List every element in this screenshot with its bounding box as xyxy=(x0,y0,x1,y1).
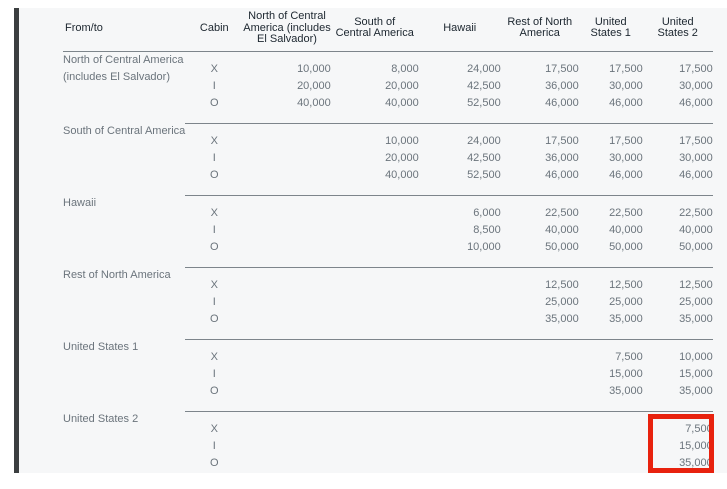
value-cell xyxy=(243,123,330,150)
column-header: From/to xyxy=(63,8,185,51)
value-cell: 35,000 xyxy=(643,383,713,412)
value-cell xyxy=(243,294,330,311)
value-cell xyxy=(579,411,643,438)
value-cell xyxy=(331,195,419,222)
value-cell: 17,500 xyxy=(609,62,643,75)
value-cell: 30,000 xyxy=(609,79,643,92)
value-cell: 46,000 xyxy=(501,167,579,196)
value-cell xyxy=(419,311,501,340)
cabin-cell: X xyxy=(210,134,218,147)
value-cell xyxy=(331,411,419,438)
cabin-cell: I xyxy=(212,223,216,236)
value-cell: 12,500 xyxy=(609,278,643,291)
value-cell: 10,000 xyxy=(385,134,419,147)
value-cell: 46,000 xyxy=(643,95,713,124)
row-group-label: United States 2 xyxy=(63,413,139,425)
value-cell xyxy=(331,311,419,340)
value-cell xyxy=(243,267,330,294)
value-cell xyxy=(243,167,330,196)
value-cell: 17,500 xyxy=(609,134,643,147)
left-accent-bar xyxy=(14,8,19,473)
value-cell: 40,000 xyxy=(609,223,643,236)
value-cell: 22,500 xyxy=(609,206,643,219)
table-row xyxy=(63,123,713,150)
value-cell: 15,000 xyxy=(609,367,643,380)
cabin-cell: I xyxy=(212,367,216,380)
cabin-cell: I xyxy=(212,151,216,164)
value-cell: 17,500 xyxy=(679,62,713,75)
value-cell: 40,000 xyxy=(331,167,419,196)
value-cell xyxy=(501,383,579,412)
value-cell xyxy=(331,383,419,412)
value-cell xyxy=(419,438,501,455)
cabin-cell: X xyxy=(210,422,218,435)
value-cell xyxy=(331,239,419,268)
value-cell: 17,500 xyxy=(545,62,579,75)
value-cell: 22,500 xyxy=(679,206,713,219)
value-cell xyxy=(243,366,330,383)
value-cell: 35,000 xyxy=(501,311,579,340)
content-panel xyxy=(14,8,727,473)
value-cell xyxy=(331,267,419,294)
value-cell: 17,500 xyxy=(545,134,579,147)
value-cell: 12,500 xyxy=(679,278,713,291)
value-cell xyxy=(331,366,419,383)
value-cell: 42,500 xyxy=(467,151,501,164)
value-cell: 24,000 xyxy=(467,62,501,75)
value-cell: 7,500 xyxy=(685,422,713,435)
column-header: Cabin xyxy=(185,8,243,51)
value-cell: 42,500 xyxy=(467,79,501,92)
table-row xyxy=(63,339,713,366)
value-cell xyxy=(243,411,330,438)
value-cell xyxy=(501,455,579,474)
value-cell xyxy=(243,383,330,412)
value-cell xyxy=(419,411,501,438)
cabin-cell: O xyxy=(185,383,243,412)
value-cell xyxy=(501,366,579,383)
table-header xyxy=(63,8,713,51)
value-cell: 52,500 xyxy=(419,167,501,196)
value-cell: 7,500 xyxy=(615,350,643,363)
row-group-label: United States 1 xyxy=(63,341,139,353)
value-cell xyxy=(331,455,419,474)
value-cell: 46,000 xyxy=(579,95,643,124)
row-group-label: North of Central America (includes El Salvador) xyxy=(63,53,184,83)
cabin-cell: X xyxy=(210,350,218,363)
value-cell: 52,500 xyxy=(419,95,501,124)
value-cell xyxy=(243,239,330,268)
row-group-label: South of Central America xyxy=(63,125,186,137)
value-cell xyxy=(331,339,419,366)
value-cell: 35,000 xyxy=(643,311,713,340)
value-cell xyxy=(579,455,643,474)
value-cell: 40,000 xyxy=(545,223,579,236)
column-header: South of Central America xyxy=(331,8,419,51)
column-header: United States 2 xyxy=(643,8,713,51)
value-cell xyxy=(419,294,501,311)
column-header: Hawaii xyxy=(419,8,501,51)
value-cell xyxy=(243,311,330,340)
value-cell: 10,000 xyxy=(419,239,501,268)
value-cell: 20,000 xyxy=(385,151,419,164)
value-cell: 15,000 xyxy=(679,367,713,380)
cabin-cell: O xyxy=(210,456,219,469)
cabin-cell: O xyxy=(185,239,243,268)
value-cell xyxy=(419,366,501,383)
value-cell: 50,000 xyxy=(501,239,579,268)
column-header: Rest of North America xyxy=(501,8,579,51)
value-cell: 17,500 xyxy=(679,134,713,147)
value-cell: 30,000 xyxy=(609,151,643,164)
value-cell xyxy=(419,339,501,366)
value-cell: 40,000 xyxy=(331,95,419,124)
cabin-cell: X xyxy=(210,206,218,219)
value-cell xyxy=(501,411,579,438)
value-cell: 24,000 xyxy=(467,134,501,147)
value-cell: 8,000 xyxy=(391,62,419,75)
value-cell: 10,000 xyxy=(297,62,331,75)
cabin-cell: X xyxy=(210,278,218,291)
value-cell: 25,000 xyxy=(545,295,579,308)
table-row xyxy=(63,195,713,222)
value-cell xyxy=(579,438,643,455)
value-cell xyxy=(243,222,330,239)
value-cell: 40,000 xyxy=(679,223,713,236)
value-cell xyxy=(501,438,579,455)
value-cell: 15,000 xyxy=(679,439,713,452)
value-cell: 50,000 xyxy=(579,239,643,268)
cabin-cell: I xyxy=(212,79,216,92)
value-cell xyxy=(331,438,419,455)
column-header: United States 1 xyxy=(579,8,643,51)
value-cell: 22,500 xyxy=(545,206,579,219)
value-cell xyxy=(419,383,501,412)
value-cell: 20,000 xyxy=(385,79,419,92)
value-cell: 30,000 xyxy=(679,151,713,164)
value-cell: 50,000 xyxy=(643,239,713,268)
value-cell: 25,000 xyxy=(609,295,643,308)
value-cell: 6,000 xyxy=(473,206,501,219)
value-cell: 12,500 xyxy=(545,278,579,291)
value-cell: 20,000 xyxy=(297,79,331,92)
cabin-cell: O xyxy=(185,95,243,124)
value-cell: 35,000 xyxy=(579,383,643,412)
table-row xyxy=(63,267,713,294)
row-group-label: Hawaii xyxy=(63,197,97,209)
value-cell: 46,000 xyxy=(643,167,713,196)
value-cell: 35,000 xyxy=(579,311,643,340)
award-chart-table xyxy=(63,8,713,473)
value-cell xyxy=(243,195,330,222)
value-cell: 10,000 xyxy=(679,350,713,363)
cabin-cell: O xyxy=(185,311,243,340)
value-cell xyxy=(243,438,330,455)
table-row xyxy=(63,411,713,438)
cabin-cell: X xyxy=(210,62,218,75)
value-cell: 40,000 xyxy=(243,95,330,124)
table-body xyxy=(63,51,713,473)
value-cell xyxy=(419,455,501,474)
table-row xyxy=(63,51,713,78)
value-cell xyxy=(331,294,419,311)
value-cell: 30,000 xyxy=(679,79,713,92)
value-cell: 36,000 xyxy=(545,79,579,92)
row-group-label: Rest of North America xyxy=(63,269,171,281)
value-cell: 25,000 xyxy=(679,295,713,308)
cabin-cell: I xyxy=(212,439,216,452)
cabin-cell: O xyxy=(185,167,243,196)
value-cell xyxy=(243,339,330,366)
value-cell xyxy=(501,339,579,366)
value-cell xyxy=(243,150,330,167)
value-cell: 46,000 xyxy=(501,95,579,124)
column-header: North of Central America (includes El Salvador) xyxy=(243,8,330,51)
value-cell: 36,000 xyxy=(545,151,579,164)
value-cell xyxy=(419,267,501,294)
value-cell xyxy=(331,222,419,239)
value-cell: 8,500 xyxy=(473,223,501,236)
value-cell: 35,000 xyxy=(679,456,713,469)
cabin-cell: I xyxy=(212,295,216,308)
value-cell: 46,000 xyxy=(579,167,643,196)
value-cell xyxy=(243,455,330,474)
